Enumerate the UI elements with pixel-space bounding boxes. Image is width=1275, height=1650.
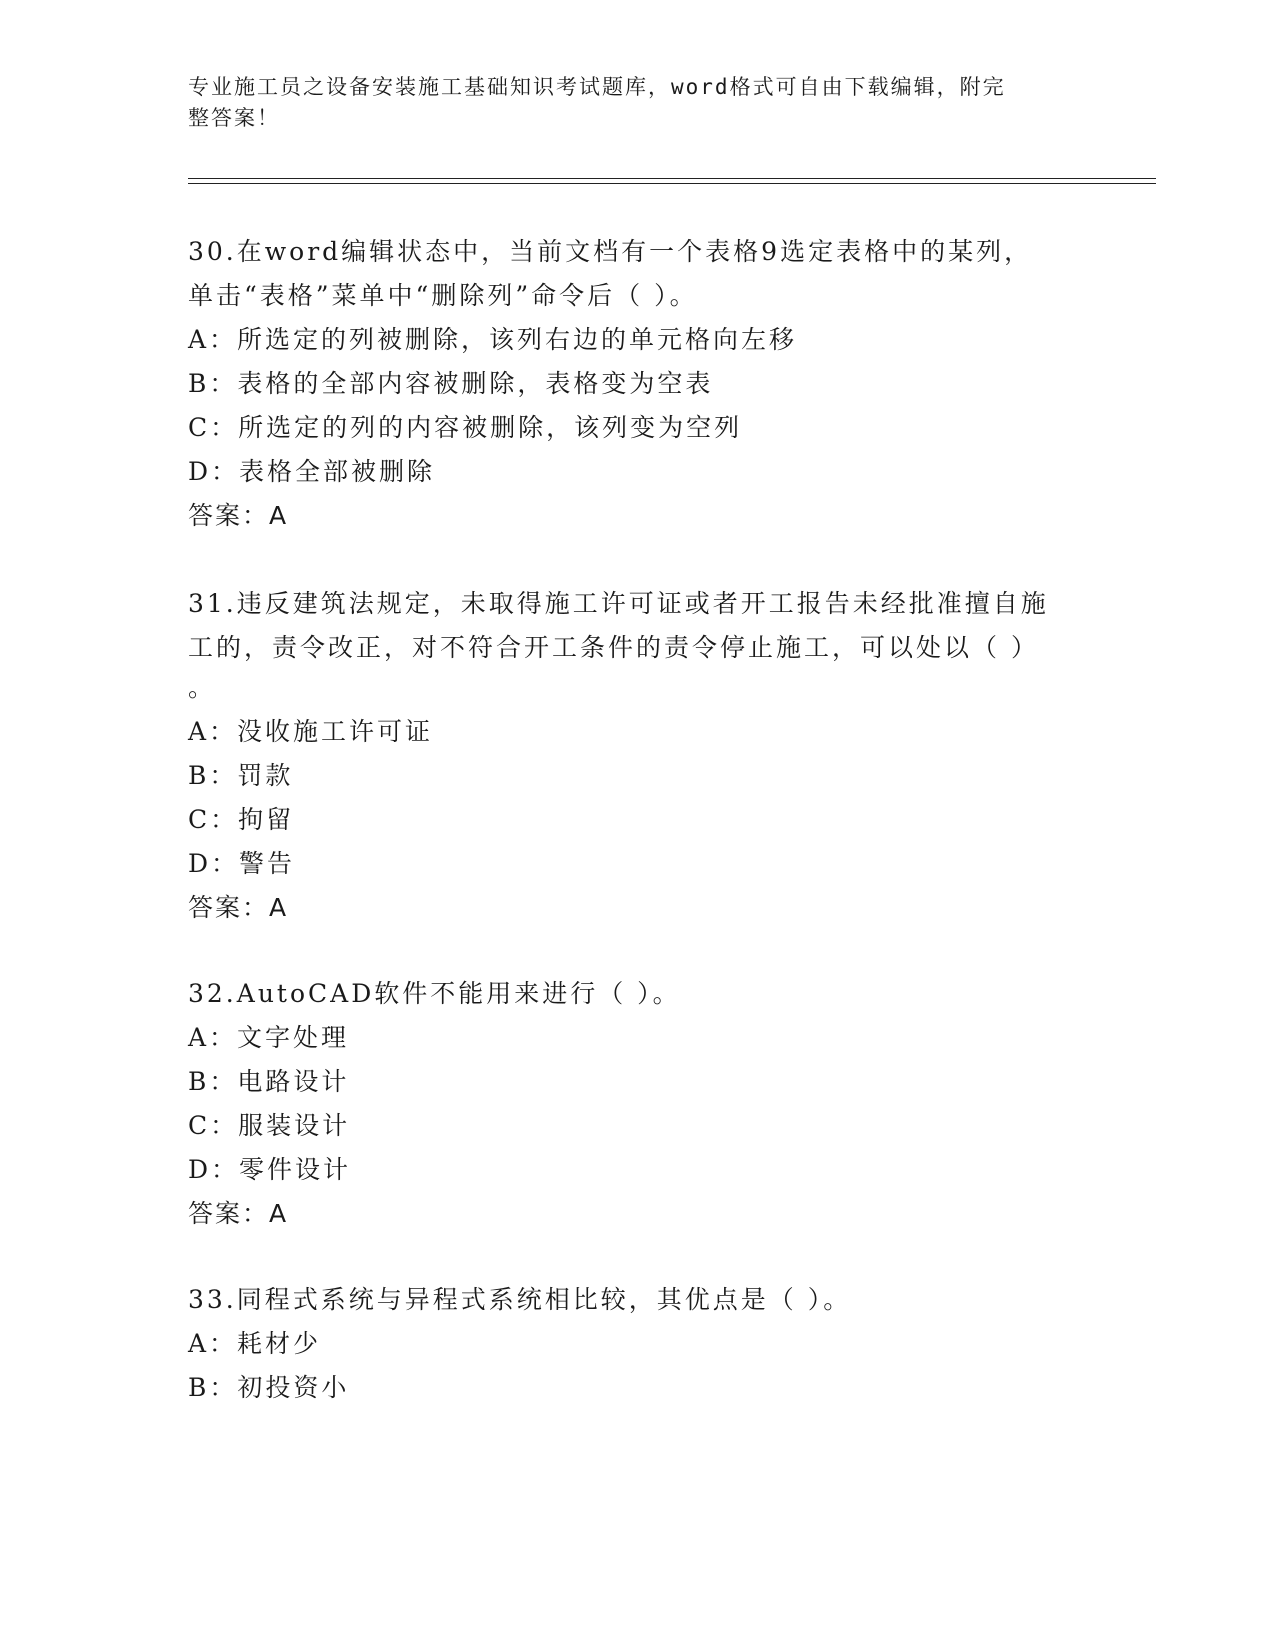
question-31-option-c: C：拘留 <box>188 805 295 834</box>
question-32-option-b: B：电路设计 <box>188 1067 350 1096</box>
question-31-stem-line-2: 工的，责令改正，对不符合开工条件的责令停止施工，可以处以（ ） <box>188 633 1039 662</box>
document-header <box>188 72 1068 134</box>
question-30-option-c: C：所选定的列的内容被删除，该列变为空列 <box>188 413 743 442</box>
question-31-stem-line-3: 。 <box>188 673 217 702</box>
question-32-option-a: A：文字处理 <box>188 1023 350 1052</box>
question-30-option-d: D：表格全部被删除 <box>188 457 436 486</box>
question-30-stem-line-2: 单击“表格”菜单中“删除列”命令后（ ）。 <box>188 281 698 310</box>
question-31-option-a: A：没收施工许可证 <box>188 717 434 746</box>
question-32-answer: 答案：A <box>188 1199 289 1228</box>
question-31-stem-line-1: 31.违反建筑法规定，未取得施工许可证或者开工报告未经批准擅自施 <box>188 589 1049 618</box>
question-32-stem-line-1: 32.AutoCAD软件不能用来进行（ ）。 <box>188 979 681 1008</box>
question-30-stem-line-1: 30.在word编辑状态中，当前文档有一个表格9选定表格中的某列， <box>188 237 1033 266</box>
header-line-1: 专业施工员之设备安装施工基础知识考试题库，word格式可自由下载编辑，附完 <box>188 75 1006 99</box>
question-31-option-d: D：警告 <box>188 849 296 878</box>
header-divider-top <box>188 178 1156 179</box>
question-31-answer: 答案：A <box>188 893 289 922</box>
question-33-stem-line-1: 33.同程式系统与异程式系统相比较，其优点是（ ）。 <box>188 1285 852 1314</box>
question-32-option-d: D：零件设计 <box>188 1155 352 1184</box>
question-33-option-a: A：耗材少 <box>188 1329 322 1358</box>
question-33-option-b: B：初投资小 <box>188 1373 350 1402</box>
header-divider-bottom <box>188 183 1156 184</box>
header-line-2: 整答案！ <box>188 106 280 130</box>
question-30-option-a: A：所选定的列被删除，该列右边的单元格向左移 <box>188 325 798 354</box>
question-30-answer: 答案：A <box>188 501 289 530</box>
question-30-option-b: B：表格的全部内容被删除，表格变为空表 <box>188 369 714 398</box>
question-31-option-b: B：罚款 <box>188 761 294 790</box>
question-32-option-c: C：服装设计 <box>188 1111 351 1140</box>
